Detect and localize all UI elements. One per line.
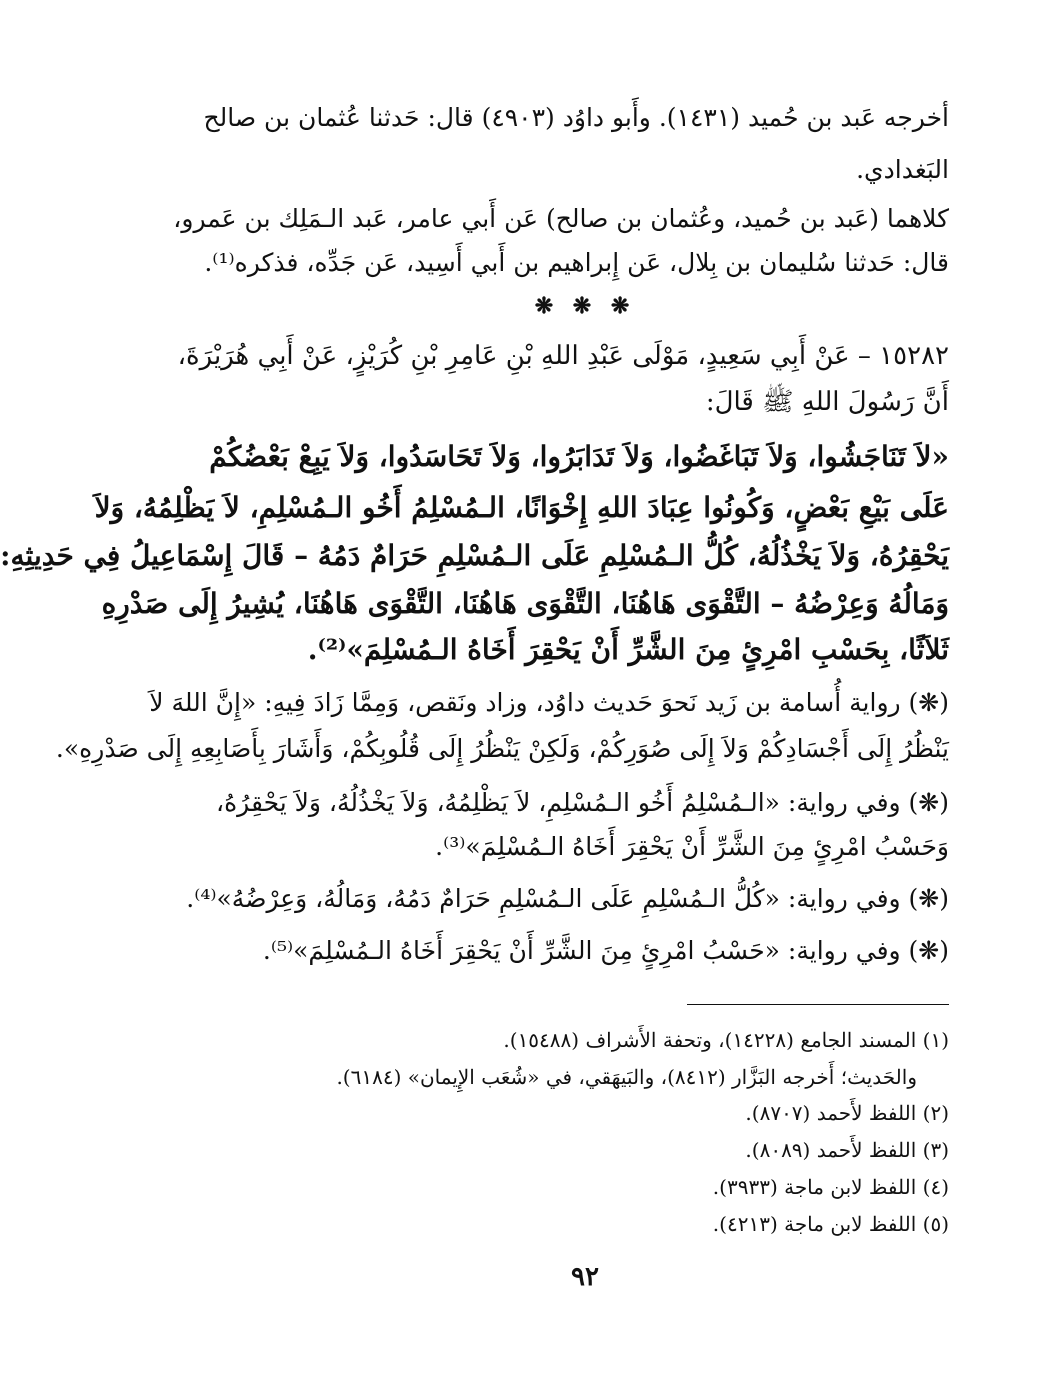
narration-line: (❋) وفي رواية: «كُلُّ الـمُسْلِمِ عَلَى الـمُسْلِمِ حَرَامٌ دَمُهُ، وَمَالُهُ، وَعِرْضُهُ»⁽⁴⁾. bbox=[186, 884, 949, 913]
narration-line: (❋) رواية أُسامة بن زَيد نَحوَ حَديث داوُد، وزاد ونَقص، وَمِمَّا زَادَ فِيهِ: «إِنَّ اللهَ لاَ bbox=[149, 688, 949, 717]
hadith-text-line: ثَلاَثًا، بِحَسْبِ امْرِئٍ مِنَ الشَّرِّ أَنْ يَحْقِرَ أَخَاهُ الـمُسْلِمَ»⁽²⁾. bbox=[307, 633, 949, 666]
hadith-text-line: وَمَالُهُ وَعِرْضُهُ – التَّقْوَى هَاهُنَا، التَّقْوَى هَاهُنَا، التَّقْوَى هَاهُنَا، يُشِيرُ إِلَى صَدْرِهِ bbox=[101, 587, 949, 620]
footnote: (٤) اللفظ لابن ماجة (٣٩٣٣). bbox=[712, 1175, 949, 1199]
body-line: كلاهما (عَبد بن حُميد، وعُثمان بن صالح) عَن أَبي عامر، عَبد الـمَلِك بن عَمرو، bbox=[173, 204, 949, 233]
hadith-text-line: يَحْقِرُهُ، وَلاَ يَخْذُلُهُ، كُلُّ الـمُسْلِمِ عَلَى الـمُسْلِمِ حَرَامٌ دَمُهُ – قَالَ إِسْمَاعِيلُ فِي حَدِيثِهِ: bbox=[0, 539, 949, 572]
narration-line: (❋) وفي رواية: «حَسْبُ امْرِئٍ مِنَ الشَّرِّ أَنْ يَحْقِرَ أَخَاهُ الـمُسْلِمَ»⁽⁵⁾. bbox=[262, 936, 949, 965]
footnote: (٣) اللفظ لأَحمد (٨٠٨٩). bbox=[745, 1138, 949, 1162]
narration-line: وَحَسْبُ امْرِئٍ مِنَ الشَّرِّ أَنْ يَحْقِرَ أَخَاهُ الـمُسْلِمَ»⁽³⁾. bbox=[435, 832, 949, 861]
page-number: ٩٢ bbox=[571, 1262, 599, 1292]
hadith-heading-line: ١٥٢٨٢ – عَنْ أَبِي سَعِيدٍ، مَوْلَى عَبْدِ اللهِ بْنِ عَامِرِ بْنِ كُرَيْزٍ، عَنْ أَبِي هُرَيْرَةَ، bbox=[177, 341, 949, 371]
narration-line: (❋) وفي رواية: «الـمُسْلِمُ أَخُو الـمُسْلِمِ، لاَ يَظْلِمُهُ، وَلاَ يَخْذُلُهُ، وَلاَ يَحْقِرُهُ، bbox=[216, 788, 949, 817]
footnote: والحَديث؛ أَخرجه البَزَّار (٨٤١٢)، والبَيهَقي، في «شُعَب الإِيمان» (٦١٨٤). bbox=[336, 1065, 917, 1089]
hadith-heading-line: أَنَّ رَسُولَ اللهِ ﷺ قَالَ: bbox=[705, 387, 949, 417]
body-line: البَغدادي. bbox=[856, 155, 949, 184]
section-separator: ❋ ❋ ❋ bbox=[534, 293, 636, 319]
hadith-text-line: عَلَى بَيْعِ بَعْضٍ، وَكُونُوا عِبَادَ اللهِ إِخْوَانًا، الـمُسْلِمُ أَخُو الـمُسْلِمِ، لاَ يَظْلِمُهُ، وَلاَ bbox=[94, 491, 949, 524]
hadith-text-line: «لاَ تَنَاجَشُوا، وَلاَ تَبَاغَضُوا، وَلاَ تَدَابَرُوا، وَلاَ تَحَاسَدُوا، وَلاَ يَبِعْ بَعْضُكُمْ bbox=[209, 440, 949, 473]
narration-line: يَنْظُرُ إِلَى أَجْسَادِكُمْ وَلاَ إِلَى صُوَرِكُمْ، وَلَكِنْ يَنْظُرُ إِلَى قُلُوبِكُمْ، وَأَشَارَ بِأَصَابِعِهِ إِلَى صَدْرِهِ». bbox=[55, 734, 949, 763]
body-line: أخرجه عَبد بن حُميد (١٤٣١). وأَبو داوُد (٤٩٠٣) قال: حَدثنا عُثمان بن صالح bbox=[203, 103, 949, 132]
footnote: (٢) اللفظ لأَحمد (٨٧٠٧). bbox=[745, 1101, 949, 1125]
body-line: قال: حَدثنا سُليمان بن بِلال، عَن إِبراهيم بن أَبي أَسِيد، عَن جَدِّه، فذكره⁽¹⁾. bbox=[204, 248, 949, 277]
footnote: (١) المسند الجامع (١٤٢٢٨)، وتحفة الأَشراف (١٥٤٨٨). bbox=[503, 1028, 949, 1052]
footnote-separator bbox=[687, 1004, 949, 1005]
footnote: (٥) اللفظ لابن ماجة (٤٢١٣). bbox=[712, 1212, 949, 1236]
